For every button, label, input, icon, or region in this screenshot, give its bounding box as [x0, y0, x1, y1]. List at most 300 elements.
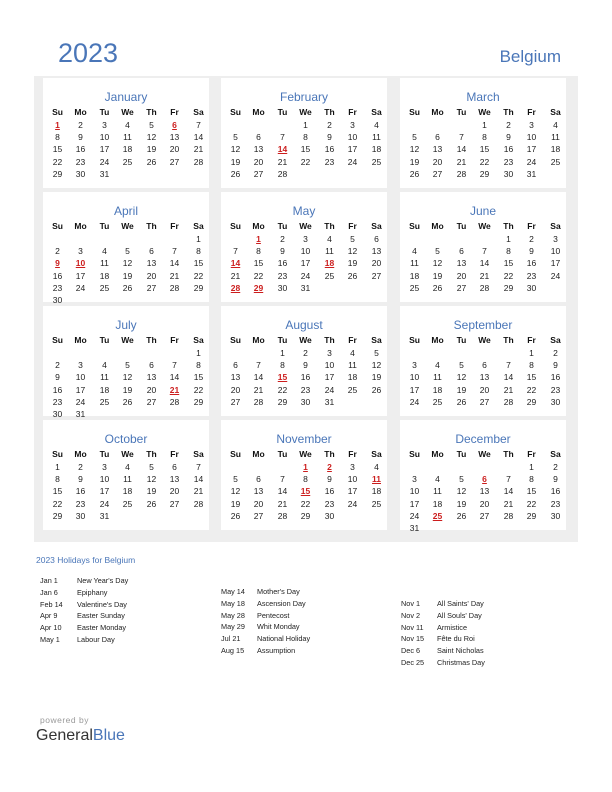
day-cell: 5	[125, 246, 130, 257]
day-cell: 11	[433, 372, 442, 383]
day-cell: 22	[503, 270, 514, 281]
weekday-label: We	[478, 449, 491, 459]
day-cell: 10	[409, 372, 420, 383]
day-cell: 3	[350, 462, 355, 472]
month-9	[43, 420, 209, 530]
day-cell: 29	[526, 396, 537, 407]
month-name: January	[104, 90, 148, 104]
day-cell: 13	[146, 258, 157, 269]
day-cell: 9	[327, 474, 332, 485]
holiday-name: All Souls' Day	[437, 610, 482, 620]
weekday-label: Mo	[252, 221, 265, 231]
day-cell: 3	[350, 120, 355, 130]
day-cell: 13	[371, 246, 382, 257]
weekday-label: Sa	[550, 221, 561, 231]
day-cell: 23	[324, 498, 335, 509]
day-cell: 7	[280, 474, 285, 485]
day-cell: 1	[482, 120, 487, 130]
day-cell: 7	[482, 246, 487, 257]
day-cell: 22	[253, 270, 264, 281]
weekday-label: We	[121, 449, 134, 459]
weekday-label: Fr	[170, 221, 179, 231]
day-cell: 11	[100, 372, 109, 383]
weekday-label: Tu	[456, 335, 467, 345]
day-cell: 22	[193, 384, 204, 395]
weekday-label: We	[121, 335, 134, 345]
holiday-date: Jul 21	[221, 634, 241, 644]
weekday-label: Fr	[348, 449, 357, 459]
day-cell: 16	[75, 144, 86, 155]
day-cell: 21	[230, 270, 241, 281]
day-cell: 18	[122, 144, 133, 155]
day-cell: 23	[277, 270, 288, 281]
day-cell: 5	[149, 462, 154, 472]
day-cell: 2	[55, 360, 60, 371]
weekday-label: Mo	[431, 107, 444, 117]
day-cell: 15	[526, 486, 537, 497]
day-cell: 9	[55, 372, 60, 383]
day-cell: 5	[233, 132, 238, 143]
day-cell: 26	[371, 384, 382, 395]
day-cell: 23	[550, 384, 561, 395]
day-cell: 31	[75, 409, 86, 419]
day-cell: 25	[324, 270, 335, 281]
holidays-title: 2023 Holidays for Belgium	[36, 555, 136, 565]
day-cell: 27	[230, 396, 241, 407]
holiday-name: Easter Monday	[77, 623, 127, 633]
day-cell: 7	[172, 360, 177, 371]
day-cell: 19	[371, 372, 382, 383]
day-cell: 13	[479, 372, 490, 383]
day-cell: 8	[529, 360, 534, 371]
day-cell: 8	[280, 360, 285, 371]
weekday-label: Sa	[193, 449, 204, 459]
day-cell: 24	[409, 510, 420, 521]
day-cell: 9	[280, 246, 285, 257]
day-cell: 15	[193, 258, 204, 269]
month-3	[43, 192, 209, 305]
day-cell: 27	[169, 498, 180, 509]
day-cell: 30	[75, 510, 86, 521]
day-cell: 23	[75, 156, 86, 167]
day-cell: 18	[432, 498, 443, 509]
holiday-name: All Saints' Day	[437, 599, 484, 608]
holiday-date: May 29	[221, 622, 245, 632]
weekday-label: Mo	[252, 335, 265, 345]
day-cell: 6	[149, 360, 154, 371]
day-cell: 27	[169, 156, 180, 167]
day-cell: 5	[459, 360, 464, 371]
weekday-label: Mo	[74, 107, 87, 117]
holiday-day-cell: 14	[230, 258, 241, 269]
day-cell: 4	[412, 246, 417, 257]
month-name: September	[453, 318, 513, 332]
day-cell: 24	[75, 396, 86, 407]
weekday-label: Sa	[193, 221, 204, 231]
day-cell: 25	[99, 396, 110, 407]
day-cell: 3	[553, 234, 558, 244]
day-cell: 20	[146, 270, 157, 281]
day-cell: 16	[52, 384, 63, 395]
day-cell: 30	[503, 168, 514, 179]
day-cell: 24	[75, 282, 86, 293]
holiday-name: Armistice	[437, 622, 467, 632]
day-cell: 4	[125, 462, 130, 472]
month-name: October	[104, 432, 148, 446]
day-cell: 11	[372, 132, 381, 143]
day-cell: 6	[172, 462, 177, 472]
day-cell: 10	[324, 360, 335, 371]
day-cell: 12	[409, 144, 420, 155]
month-name: March	[466, 90, 500, 104]
day-cell: 27	[253, 510, 264, 521]
weekday-label: Sa	[550, 335, 561, 345]
day-cell: 14	[277, 486, 288, 497]
day-cell: 25	[122, 156, 133, 167]
day-cell: 5	[412, 132, 417, 143]
day-cell: 17	[324, 372, 335, 383]
day-cell: 2	[280, 234, 285, 244]
holiday-date: Nov 15	[401, 634, 425, 644]
day-cell: 19	[230, 156, 241, 167]
day-cell: 3	[78, 360, 83, 371]
powered-by: powered by	[40, 715, 89, 725]
day-cell: 31	[99, 510, 110, 521]
day-cell: 22	[52, 156, 63, 167]
month-name: April	[113, 204, 138, 218]
day-cell: 4	[125, 120, 130, 130]
brand-general: General	[36, 727, 93, 744]
month-10	[221, 420, 387, 530]
day-cell: 19	[409, 156, 420, 167]
day-cell: 11	[325, 246, 334, 257]
day-cell: 12	[432, 258, 443, 269]
month-7	[221, 306, 387, 416]
day-cell: 15	[300, 144, 311, 155]
day-cell: 11	[100, 258, 109, 269]
day-cell: 24	[409, 396, 420, 407]
day-cell: 6	[482, 360, 487, 371]
day-cell: 28	[277, 510, 288, 521]
holiday-name: Pentecost	[257, 610, 290, 620]
weekday-label: Su	[409, 221, 420, 231]
month-1	[221, 78, 387, 188]
holiday-day-cell: 18	[324, 258, 335, 269]
day-cell: 30	[550, 510, 561, 521]
day-cell: 21	[169, 270, 180, 281]
day-cell: 25	[409, 282, 420, 293]
day-cell: 1	[280, 348, 285, 358]
weekday-label: Mo	[431, 449, 444, 459]
day-cell: 17	[526, 144, 537, 155]
day-cell: 20	[230, 384, 241, 395]
day-cell: 17	[75, 270, 86, 281]
day-cell: 26	[432, 282, 443, 293]
day-cell: 17	[75, 384, 86, 395]
day-cell: 10	[99, 474, 110, 485]
day-cell: 31	[526, 168, 537, 179]
day-cell: 26	[456, 396, 467, 407]
holiday-date: Apr 9	[40, 611, 58, 621]
day-cell: 19	[456, 384, 467, 395]
day-cell: 15	[52, 144, 63, 155]
day-cell: 1	[196, 234, 201, 244]
day-cell: 10	[409, 486, 420, 497]
day-cell: 7	[196, 120, 201, 130]
day-cell: 13	[253, 486, 264, 497]
day-cell: 18	[347, 372, 358, 383]
day-cell: 18	[99, 270, 110, 281]
day-cell: 24	[300, 270, 311, 281]
day-cell: 12	[122, 258, 133, 269]
day-cell: 12	[146, 132, 157, 143]
day-cell: 7	[280, 132, 285, 143]
day-cell: 27	[146, 282, 157, 293]
holiday-day-cell: 1	[55, 120, 60, 130]
weekday-label: Th	[146, 335, 157, 345]
day-cell: 14	[503, 486, 514, 497]
day-cell: 27	[253, 168, 264, 179]
day-cell: 30	[277, 282, 288, 293]
day-cell: 17	[550, 258, 561, 269]
day-cell: 2	[78, 462, 83, 472]
holiday-name: Fête du Roi	[437, 634, 475, 644]
weekday-label: Su	[409, 449, 420, 459]
day-cell: 5	[459, 474, 464, 485]
day-cell: 13	[456, 258, 467, 269]
holiday-date: May 14	[221, 587, 245, 596]
day-cell: 24	[550, 270, 561, 281]
day-cell: 23	[324, 156, 335, 167]
day-cell: 20	[371, 258, 382, 269]
day-cell: 13	[432, 144, 443, 155]
day-cell: 25	[347, 384, 358, 395]
day-cell: 4	[102, 246, 107, 257]
weekday-label: Th	[324, 449, 335, 459]
day-cell: 5	[149, 120, 154, 130]
day-cell: 4	[435, 474, 440, 485]
holiday-date: Dec 25	[401, 658, 425, 667]
holiday-date: Jan 6	[40, 587, 58, 597]
day-cell: 29	[193, 282, 204, 293]
weekday-label: We	[299, 335, 312, 345]
day-cell: 1	[196, 348, 201, 358]
day-cell: 16	[550, 372, 561, 383]
day-cell: 8	[506, 246, 511, 257]
weekday-label: Fr	[348, 221, 357, 231]
holiday-day-cell: 21	[169, 384, 180, 395]
weekday-label: We	[299, 449, 312, 459]
weekday-label: Mo	[431, 221, 444, 231]
holiday-day-cell: 6	[482, 474, 487, 485]
day-cell: 12	[456, 486, 467, 497]
day-cell: 5	[435, 246, 440, 257]
day-cell: 18	[99, 384, 110, 395]
holiday-day-cell: 2	[327, 462, 332, 472]
day-cell: 11	[433, 486, 442, 497]
day-cell: 21	[479, 270, 490, 281]
weekday-label: We	[299, 221, 312, 231]
weekday-label: Tu	[99, 335, 110, 345]
day-cell: 3	[412, 474, 417, 485]
day-cell: 20	[169, 486, 180, 497]
weekday-label: Fr	[348, 107, 357, 117]
day-cell: 29	[503, 282, 514, 293]
day-cell: 27	[456, 282, 467, 293]
day-cell: 4	[435, 360, 440, 371]
holiday-date: May 18	[221, 598, 245, 608]
day-cell: 9	[78, 474, 83, 485]
day-cell: 29	[52, 510, 63, 521]
holiday-date: Apr 10	[40, 623, 62, 633]
day-cell: 18	[432, 384, 443, 395]
day-cell: 14	[479, 258, 490, 269]
month-name: November	[276, 432, 332, 446]
brand-blue: Blue	[92, 727, 125, 744]
day-cell: 2	[506, 120, 511, 130]
day-cell: 10	[75, 372, 86, 383]
day-cell: 25	[550, 156, 561, 167]
day-cell: 26	[230, 168, 241, 179]
day-cell: 18	[409, 270, 420, 281]
day-cell: 23	[300, 384, 311, 395]
day-cell: 24	[99, 156, 110, 167]
weekday-label: Fr	[170, 449, 179, 459]
day-cell: 26	[456, 510, 467, 521]
weekday-label: Tu	[277, 107, 288, 117]
day-cell: 30	[324, 510, 335, 521]
day-cell: 6	[459, 246, 464, 257]
month-4	[221, 192, 387, 302]
day-cell: 12	[371, 360, 382, 371]
day-cell: 4	[374, 462, 379, 472]
day-cell: 20	[146, 384, 157, 395]
day-cell: 24	[347, 156, 358, 167]
day-cell: 6	[435, 132, 440, 143]
day-cell: 27	[479, 510, 490, 521]
weekday-label: Th	[503, 221, 514, 231]
day-cell: 22	[193, 270, 204, 281]
month-name: June	[469, 204, 497, 218]
month-8	[400, 306, 566, 416]
day-cell: 13	[169, 132, 180, 143]
generalblue-logo[interactable]	[36, 728, 125, 744]
weekday-label: Tu	[99, 107, 110, 117]
day-cell: 7	[196, 462, 201, 472]
day-cell: 3	[412, 360, 417, 371]
day-cell: 29	[52, 168, 63, 179]
day-cell: 24	[347, 498, 358, 509]
weekday-label: Mo	[431, 335, 444, 345]
holiday-name: Easter Sunday	[77, 611, 125, 621]
month-name: July	[115, 318, 137, 332]
weekday-label: Fr	[527, 221, 536, 231]
day-cell: 25	[371, 498, 382, 509]
day-cell: 23	[550, 498, 561, 509]
holiday-day-cell: 15	[300, 486, 311, 497]
day-cell: 12	[230, 486, 241, 497]
day-cell: 28	[193, 156, 204, 167]
day-cell: 25	[432, 396, 443, 407]
day-cell: 2	[327, 120, 332, 130]
day-cell: 29	[479, 168, 490, 179]
day-cell: 26	[122, 396, 133, 407]
day-cell: 16	[526, 258, 537, 269]
weekday-label: Th	[503, 335, 514, 345]
day-cell: 16	[324, 486, 335, 497]
weekday-label: We	[121, 221, 134, 231]
day-cell: 23	[526, 270, 537, 281]
month-6	[43, 306, 209, 419]
day-cell: 10	[550, 246, 561, 257]
day-cell: 31	[300, 282, 311, 293]
weekday-label: Fr	[348, 335, 357, 345]
holiday-day-cell: 11	[372, 474, 381, 485]
weekday-label: Su	[52, 335, 63, 345]
holiday-name: National Holiday	[257, 634, 311, 644]
day-cell: 30	[52, 409, 63, 419]
weekday-label: Tu	[99, 221, 110, 231]
day-cell: 29	[300, 510, 311, 521]
holiday-date: May 28	[221, 610, 245, 620]
day-cell: 10	[526, 132, 537, 143]
day-cell: 7	[459, 132, 464, 143]
weekday-label: Sa	[371, 335, 382, 345]
weekday-label: Su	[52, 107, 63, 117]
weekday-label: Mo	[74, 335, 87, 345]
day-cell: 28	[169, 282, 180, 293]
day-cell: 1	[303, 120, 308, 130]
day-cell: 14	[456, 144, 467, 155]
day-cell: 20	[479, 384, 490, 395]
day-cell: 17	[99, 486, 110, 497]
day-cell: 1	[529, 462, 534, 472]
weekday-label: Th	[324, 107, 335, 117]
day-cell: 21	[193, 486, 204, 497]
weekday-label: Fr	[527, 107, 536, 117]
holiday-date: Nov 2	[401, 610, 421, 620]
day-cell: 12	[230, 144, 241, 155]
weekday-label: We	[478, 107, 491, 117]
day-cell: 28	[193, 498, 204, 509]
day-cell: 14	[169, 258, 180, 269]
holiday-date: May 1	[40, 635, 60, 644]
day-cell: 26	[146, 498, 157, 509]
day-cell: 2	[55, 246, 60, 257]
day-cell: 27	[432, 168, 443, 179]
day-cell: 2	[553, 348, 558, 358]
day-cell: 19	[122, 270, 133, 281]
day-cell: 11	[348, 360, 357, 371]
day-cell: 12	[146, 474, 157, 485]
day-cell: 22	[277, 384, 288, 395]
day-cell: 4	[553, 120, 558, 130]
day-cell: 21	[503, 384, 514, 395]
holiday-day-cell: 10	[75, 258, 86, 269]
month-name: August	[285, 318, 323, 332]
weekday-label: Su	[52, 449, 63, 459]
day-cell: 28	[503, 396, 514, 407]
weekday-label: Tu	[456, 221, 467, 231]
weekday-label: Sa	[550, 107, 561, 117]
day-cell: 4	[102, 360, 107, 371]
month-name: February	[279, 90, 329, 104]
day-cell: 9	[529, 246, 534, 257]
weekday-label: Sa	[371, 221, 382, 231]
day-cell: 23	[52, 396, 63, 407]
day-cell: 28	[503, 510, 514, 521]
day-cell: 22	[300, 156, 311, 167]
